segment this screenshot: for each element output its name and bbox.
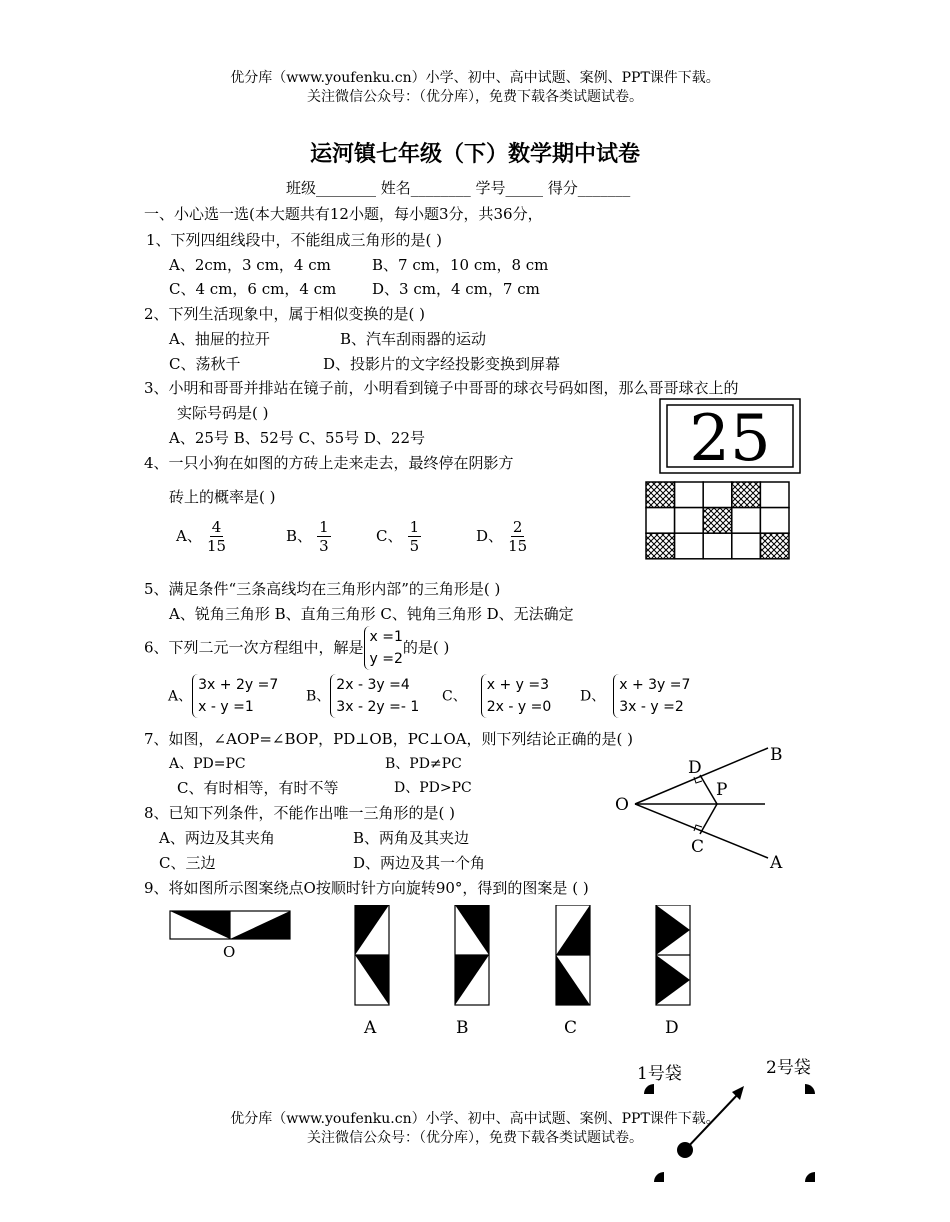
q3-stem-cont: 实际号码是( ) bbox=[177, 404, 269, 422]
option-a-label: A bbox=[364, 1018, 377, 1038]
q2-option-b: B、汽车刮雨器的运动 bbox=[340, 330, 487, 348]
section-heading: 一、小心选一选(本大题共有12小题，每小题3分，共36分， bbox=[144, 205, 543, 223]
exam-title: 运河镇七年级（下）数学期中试卷 bbox=[309, 141, 640, 167]
angle-bisector-figure bbox=[610, 740, 800, 875]
q4-stem: 4、一只小狗在如图的方砖上走来走去，最终停在阴影方 bbox=[144, 454, 514, 472]
q1-option-d: D、3 cm，4 cm，7 cm bbox=[372, 280, 540, 298]
q7-option-b: B、PD≠PC bbox=[385, 756, 462, 772]
q7-option-a: A、PD=PC bbox=[169, 756, 246, 772]
q1-stem: 1、下列四组线段中，不能组成三角形的是( ) bbox=[146, 231, 443, 249]
q3-options: A、25号 B、52号 C、55号 D、22号 bbox=[169, 429, 426, 447]
label-c: C bbox=[691, 837, 705, 857]
q4-c-denominator: 5 bbox=[409, 537, 420, 555]
segment-pd bbox=[700, 775, 717, 804]
option-a-figure bbox=[355, 905, 389, 1005]
q6-c-eq2: 2x - y =0 bbox=[486, 699, 552, 715]
q4-option-b-label: B、 bbox=[286, 527, 313, 545]
segment-pc bbox=[700, 804, 717, 834]
q6-option-c-label: C、 bbox=[442, 688, 467, 705]
q6-d-eq1: x + 3y =7 bbox=[619, 677, 691, 693]
option-d-figure bbox=[656, 905, 690, 1005]
q6-option-d-label: D、 bbox=[580, 688, 606, 705]
original-pattern bbox=[170, 911, 290, 939]
q4-b-numerator: 1 bbox=[319, 518, 329, 536]
site-header-line1: 优分库（www.youfenku.cn）小学、初中、高中试题、案例、PPT课件下载。 bbox=[230, 70, 720, 86]
corner-mark-tr bbox=[805, 1084, 815, 1094]
corner-mark-bl bbox=[654, 1172, 664, 1182]
tile bbox=[760, 482, 789, 508]
q2-stem: 2、下列生活现象中，属于相似变换的是( ) bbox=[144, 305, 426, 323]
corner-mark-br bbox=[805, 1172, 815, 1182]
q4-option-d-label: D、 bbox=[476, 527, 504, 545]
q4-option-c-label: C、 bbox=[376, 527, 403, 545]
q1-option-c: C、4 cm，6 cm，4 cm bbox=[169, 280, 337, 298]
option-c-label: C bbox=[564, 1018, 578, 1038]
label-b: B bbox=[770, 745, 783, 765]
site-footer-line1: 优分库（www.youfenku.cn）小学、初中、高中试题、案例、PPT课件下载。 bbox=[230, 1111, 720, 1127]
option-d-label: D bbox=[665, 1018, 679, 1038]
q9-stem: 9、将如图所示图案绕点O按顺时针方向旋转90°，得到的图案是 ( ) bbox=[144, 879, 589, 897]
point-o-label: O bbox=[223, 943, 236, 961]
tile-grid-figure bbox=[645, 481, 793, 561]
q4-stem-cont: 砖上的概率是( ) bbox=[169, 488, 276, 506]
tile bbox=[646, 508, 675, 534]
q6-option-d bbox=[580, 674, 690, 718]
q4-d-denominator: 15 bbox=[508, 537, 528, 555]
student-info-line: 班级________ 姓名________ 学号_____ 得分_______ bbox=[286, 179, 631, 197]
q7-option-d: D、PD>PC bbox=[394, 780, 472, 796]
q6-option-b-label: B、 bbox=[306, 688, 331, 705]
corner-mark-tl bbox=[644, 1084, 654, 1094]
q2-option-d: D、投影片的文字经投影变换到屏幕 bbox=[323, 355, 561, 373]
q8-option-b: B、两角及其夹边 bbox=[353, 829, 470, 847]
q4-d-numerator: 2 bbox=[512, 518, 523, 536]
q8-option-a: A、两边及其夹角 bbox=[159, 829, 275, 847]
q4-option-c bbox=[376, 518, 421, 555]
q7-stem: 7、如图，∠AOP=∠BOP，PD⊥OB，PC⊥OA，则下列结论正确的是( ) bbox=[144, 730, 633, 748]
site-header-line2: 关注微信公众号：（优分库），免费下载各类试题试卷。 bbox=[307, 89, 643, 105]
q6-option-b bbox=[306, 674, 419, 718]
q8-option-d: D、两边及其一个角 bbox=[353, 854, 486, 872]
shaded-tile bbox=[732, 482, 761, 508]
tile bbox=[675, 508, 704, 534]
q6-a-eq1: 3x + 2y =7 bbox=[198, 677, 279, 693]
q6-d-eq2: 3x - y =2 bbox=[619, 699, 684, 715]
tile bbox=[675, 482, 704, 508]
q4-option-b bbox=[286, 518, 331, 555]
q6-option-a-label: A、 bbox=[168, 688, 193, 705]
tile bbox=[675, 533, 704, 559]
q4-a-denominator: 15 bbox=[206, 537, 227, 555]
q7-option-c: C、有时相等，有时不等 bbox=[177, 779, 339, 797]
q8-option-c: C、三边 bbox=[159, 854, 216, 872]
q6-c-eq1: x + y =3 bbox=[486, 677, 550, 693]
shaded-tile bbox=[703, 508, 732, 534]
option-b-figure bbox=[455, 905, 489, 1005]
q3-stem: 3、小明和哥哥并排站在镜子前，小明看到镜子中哥哥的球衣号码如图，那么哥哥球衣上的 bbox=[144, 379, 739, 397]
tile bbox=[732, 508, 761, 534]
shaded-tile bbox=[646, 482, 675, 508]
q6-option-a bbox=[168, 674, 278, 718]
q4-option-a-label: A、 bbox=[176, 527, 202, 545]
label-a: A bbox=[770, 853, 783, 873]
q4-b-denominator: 3 bbox=[319, 537, 329, 555]
option-c-figure bbox=[556, 905, 590, 1005]
q6-solution-x: x =1 bbox=[369, 629, 403, 645]
q6-solution-y: y =2 bbox=[369, 651, 403, 667]
q5-stem: 5、满足条件“三条高线均在三角形内部”的三角形是( ) bbox=[144, 580, 501, 598]
shaded-tile bbox=[646, 533, 675, 559]
label-p: P bbox=[716, 780, 728, 800]
q5-options: A、锐角三角形 B、直角三角形 C、钝角三角形 D、无法确定 bbox=[169, 605, 574, 623]
q4-c-numerator: 1 bbox=[409, 518, 420, 536]
q2-option-c: C、荡秋千 bbox=[169, 355, 241, 373]
label-o: O bbox=[615, 795, 629, 815]
option-b-label: B bbox=[456, 1018, 469, 1038]
shaded-tile bbox=[760, 533, 789, 559]
bag-2-label: 2号袋 bbox=[766, 1058, 811, 1078]
rotation-figures bbox=[165, 905, 735, 1040]
tile bbox=[703, 482, 732, 508]
label-d: D bbox=[688, 758, 702, 778]
q6-stem-post: 的是( ) bbox=[402, 638, 450, 657]
q1-option-b: B、7 cm，10 cm，8 cm bbox=[372, 256, 549, 274]
tile bbox=[760, 508, 789, 534]
q6-b-eq2: 3x - 2y =- 1 bbox=[336, 699, 420, 715]
q4-option-d bbox=[476, 518, 527, 555]
q6-b-eq1: 2x - 3y =4 bbox=[336, 677, 410, 693]
q6-stem-pre: 6、下列二元一次方程组中，解是 bbox=[144, 638, 364, 657]
q6-stem bbox=[144, 626, 449, 670]
q2-option-a: A、抽屉的拉开 bbox=[169, 330, 270, 348]
q1-option-a: A、2cm，3 cm，4 cm bbox=[169, 256, 331, 274]
tile bbox=[703, 533, 732, 559]
jersey-number-figure bbox=[659, 398, 801, 474]
q4-a-numerator: 4 bbox=[211, 518, 222, 536]
q6-option-c bbox=[442, 674, 551, 718]
q4-option-a bbox=[176, 518, 226, 555]
q8-stem: 8、已知下列条件，不能作出唯一三角形的是( ) bbox=[144, 804, 456, 822]
jersey-number: 25 bbox=[689, 402, 771, 474]
site-footer-line2: 关注微信公众号：（优分库），免费下载各类试题试卷。 bbox=[307, 1130, 643, 1146]
q6-a-eq2: x - y =1 bbox=[198, 699, 254, 715]
tile bbox=[732, 533, 761, 559]
bag-1-label: 1号袋 bbox=[637, 1064, 682, 1084]
